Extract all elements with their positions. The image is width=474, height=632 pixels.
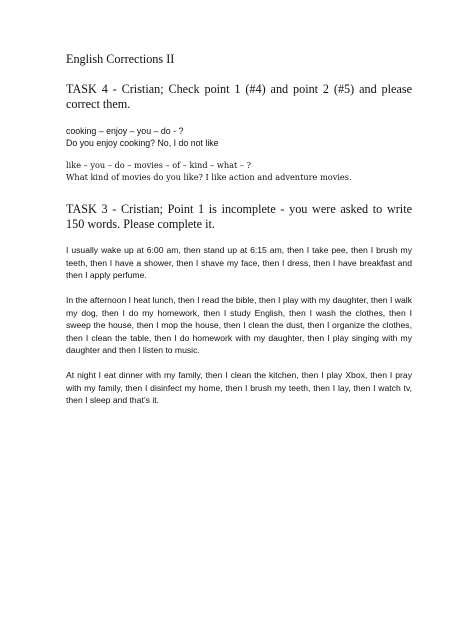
task3-paragraph-morning: I usually wake up at 6:00 am, then stand up at 6:15 am, then I take pee, then I brush my teeth, then I have a shower, then I shave my face, then I dress, then I have breakfast and then I apply perfume.	[66, 245, 412, 281]
task3-heading: TASK 3 - Cristian; Point 1 is incomplete - you were asked to write 150 words. Please complete it.	[66, 202, 412, 232]
point2-answer: What kind of movies do you like? I like action and adventure movies.	[66, 172, 352, 183]
task4-point2	[66, 159, 412, 183]
point2-word-list: like – you – do – movies – of – kind – what – ?	[66, 160, 252, 171]
document-title: English Corrections II	[66, 52, 175, 66]
task3-paragraph-afternoon: In the afternoon I heat lunch, then I read the bible, then I play with my daughter, then I walk my dog, then I do my homework, then I study English, then I wash the clothes, then I sweep the house, then I mop the house, then I clean the dust, then I organize the clothes, then I clean the table, then I do homework with my daughter, then I play singing with my daughter and then I listen to music.	[66, 294, 412, 356]
document-body	[66, 52, 412, 407]
task3-paragraph-night: At night I eat dinner with my family, then I clean the kitchen, then I play Xbox, then I pray with my family, then I disinfect my home, then I brush my teeth, then I lay, then I watch tv, then I sleep and that’s it.	[66, 369, 412, 406]
task4-point1	[66, 126, 412, 149]
point1-answer: Do you enjoy cooking? No, I do not like	[66, 137, 219, 148]
task4-heading: TASK 4 - Cristian; Check point 1 (#4) and point 2 (#5) and please correct them.	[66, 82, 412, 111]
point1-word-list: cooking – enjoy – you – do - ?	[66, 126, 184, 136]
